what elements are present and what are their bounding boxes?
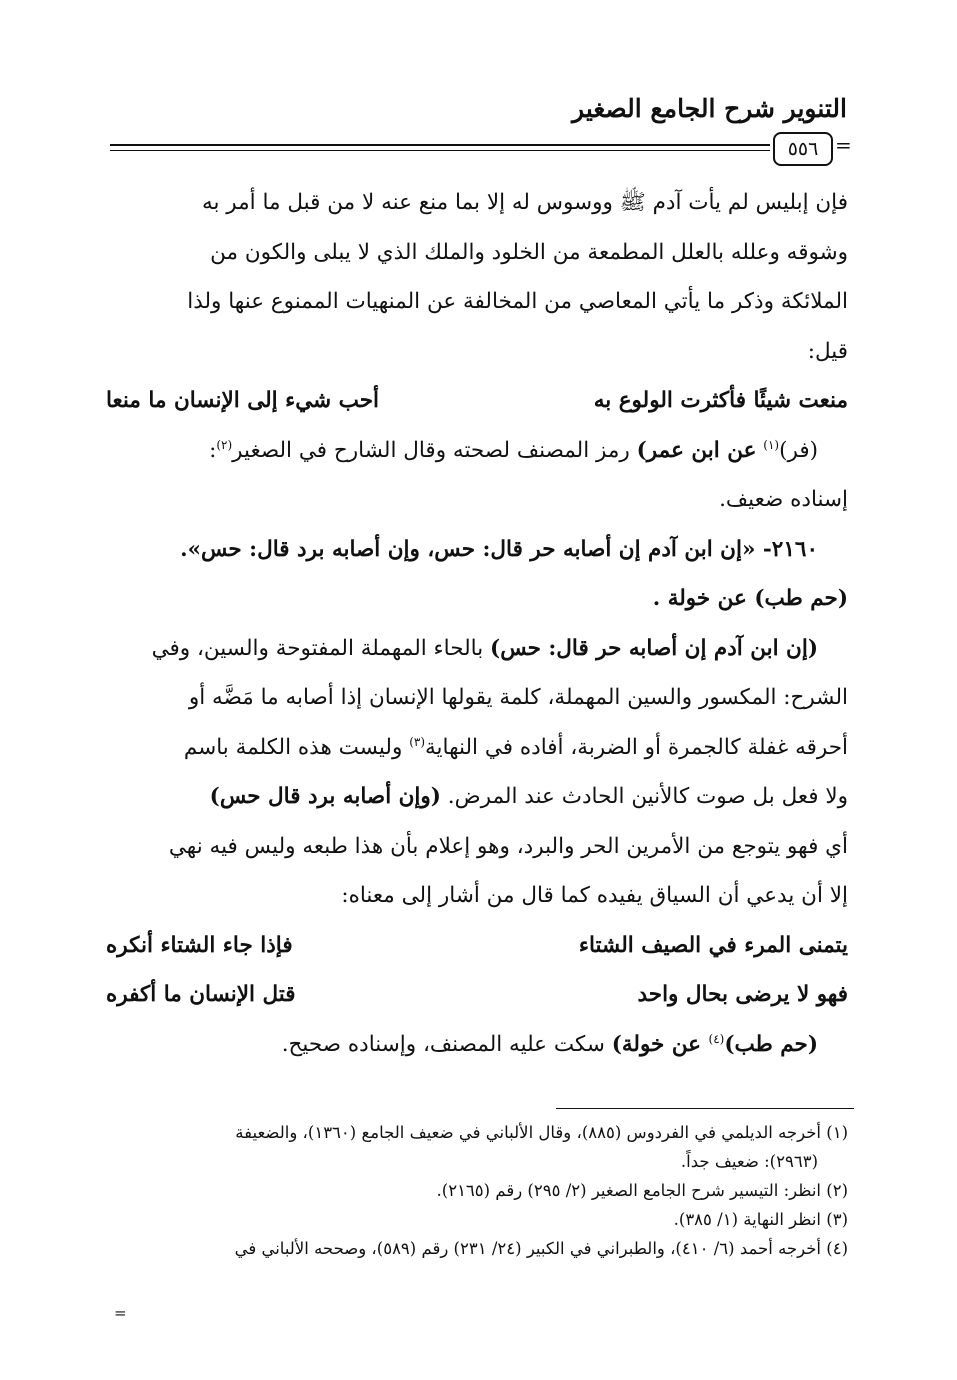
footnote-ref: (١) bbox=[763, 437, 780, 452]
commentary-text: وليست هذه الكلمة باسم bbox=[183, 734, 410, 760]
hadith-source: (حم طب) عن خولة . bbox=[652, 586, 848, 611]
text-line: وشوقه وعلله بالعلل المطمعة من الخلود والملك الذي لا يبلى والكون من bbox=[210, 239, 848, 265]
source-ref: (فر) bbox=[779, 437, 818, 463]
verse-line bbox=[106, 970, 848, 1020]
verse-line bbox=[106, 376, 848, 426]
verse-hemistich-right: فهو لا يرضى بحال واحد bbox=[637, 982, 848, 1007]
source-line bbox=[106, 1020, 848, 1070]
commentary-line: الشرح: المكسور والسين المهملة، كلمة يقولها الإنسان إذا أصابه ما مَضَّه أو bbox=[188, 685, 848, 710]
commentary-text: أحرقه غفلة كالجمرة أو الضربة، أفاده في النهاية bbox=[425, 734, 848, 760]
narrator: عن خولة) bbox=[611, 1031, 709, 1057]
text-line: قيل: bbox=[807, 338, 848, 364]
source-ref: (حم طب) bbox=[724, 1031, 818, 1057]
commentary-line bbox=[106, 624, 848, 674]
commentary-line bbox=[106, 772, 848, 822]
header-rule-thin bbox=[110, 150, 770, 151]
verse-hemistich-right: يتمنى المرء في الصيف الشتاء bbox=[578, 932, 848, 958]
commentary-line: أي فهو يتوجع من الأمرين الحر والبرد، وهو إعلام بأن هذا طبعه وليس فيه نهي bbox=[168, 833, 848, 859]
source-comment: رمز المصنف لصحته وقال الشارح في الصغير bbox=[232, 437, 637, 463]
footnote: (٤) أخرجه أحمد (٦/ ٤١٠)، والطبراني في الكبير (٢٤/ ٢٣١) رقم (٥٨٩)، وصححه الألباني في bbox=[234, 1239, 848, 1258]
running-title: التنوير شرح الجامع الصغير bbox=[572, 94, 847, 123]
text-line: إسناده ضعيف. bbox=[719, 487, 848, 512]
continuation-mark: = bbox=[114, 1304, 127, 1322]
main-text bbox=[106, 178, 848, 1069]
footnote: (٢) انظر: التيسير شرح الجامع الصغير (٢/ ٢٩٥) رقم (٢١٦٥). bbox=[436, 1181, 848, 1200]
verse-line bbox=[106, 921, 848, 971]
verse-hemistich-right: منعت شيئًا فأكثرت الولوع به bbox=[593, 388, 848, 413]
footnote-ref: (٢) bbox=[216, 437, 233, 452]
page-number: ٥٥٦ bbox=[773, 132, 833, 166]
commentary-text: ولا فعل بل صوت كالأنين الحادث عند المرض. bbox=[440, 784, 848, 809]
footnotes bbox=[106, 1118, 848, 1263]
commentary-line bbox=[106, 723, 848, 773]
footnote-ref: (٤) bbox=[708, 1031, 725, 1046]
footnote: (٢٩٦٣): ضعيف جداً. bbox=[680, 1152, 818, 1171]
verse-hemistich-left: فإذا جاء الشتاء أنكره bbox=[106, 932, 293, 958]
commentary-line: إلا أن يدعي أن السياق يفيده كما قال من أشار إلى معناه: bbox=[341, 883, 848, 908]
hadith-text: ٢١٦٠- «إن ابن آدم إن أصابه حر قال: حس، وإن أصابه برد قال: حس». bbox=[180, 536, 818, 562]
text-line: فإن إبليس لم يأت آدم ﷺ ووسوس له إلا بما منع عنه لا من قبل ما أمر به bbox=[201, 190, 848, 215]
quoted-matn: (وإن أصابه برد قال حس) bbox=[209, 784, 441, 809]
source-line bbox=[106, 426, 848, 476]
footnote-separator bbox=[556, 1108, 854, 1109]
header-rule bbox=[110, 144, 770, 146]
footnote-ref: (٣) bbox=[409, 734, 426, 749]
footnote: (٣) انظر النهاية (١/ ٣٨٥). bbox=[673, 1210, 848, 1229]
commentary-text: بالحاء المهملة المفتوحة والسين، وفي bbox=[151, 635, 491, 661]
source-colon: : bbox=[209, 437, 217, 463]
verse-hemistich-left: أحب شيء إلى الإنسان ما منعا bbox=[106, 388, 380, 413]
text-line: الملائكة وذكر ما يأتي المعاصي من المخالفة عن المنهيات الممنوع عنها ولذا bbox=[187, 289, 848, 314]
narrator: عن ابن عمر) bbox=[636, 437, 757, 463]
page-number-cap: = bbox=[835, 133, 852, 157]
verse-hemistich-left: قتل الإنسان ما أكفره bbox=[106, 982, 296, 1007]
footnote: (١) أخرجه الديلمي في الفردوس (٨٨٥)، وقال الألباني في ضعيف الجامع (١٣٦٠)، والضعيفة bbox=[235, 1123, 848, 1142]
quoted-matn: (إن ابن آدم إن أصابه حر قال: حس) bbox=[490, 635, 818, 661]
source-comment: سكت عليه المصنف، وإسناده صحيح. bbox=[281, 1031, 612, 1057]
